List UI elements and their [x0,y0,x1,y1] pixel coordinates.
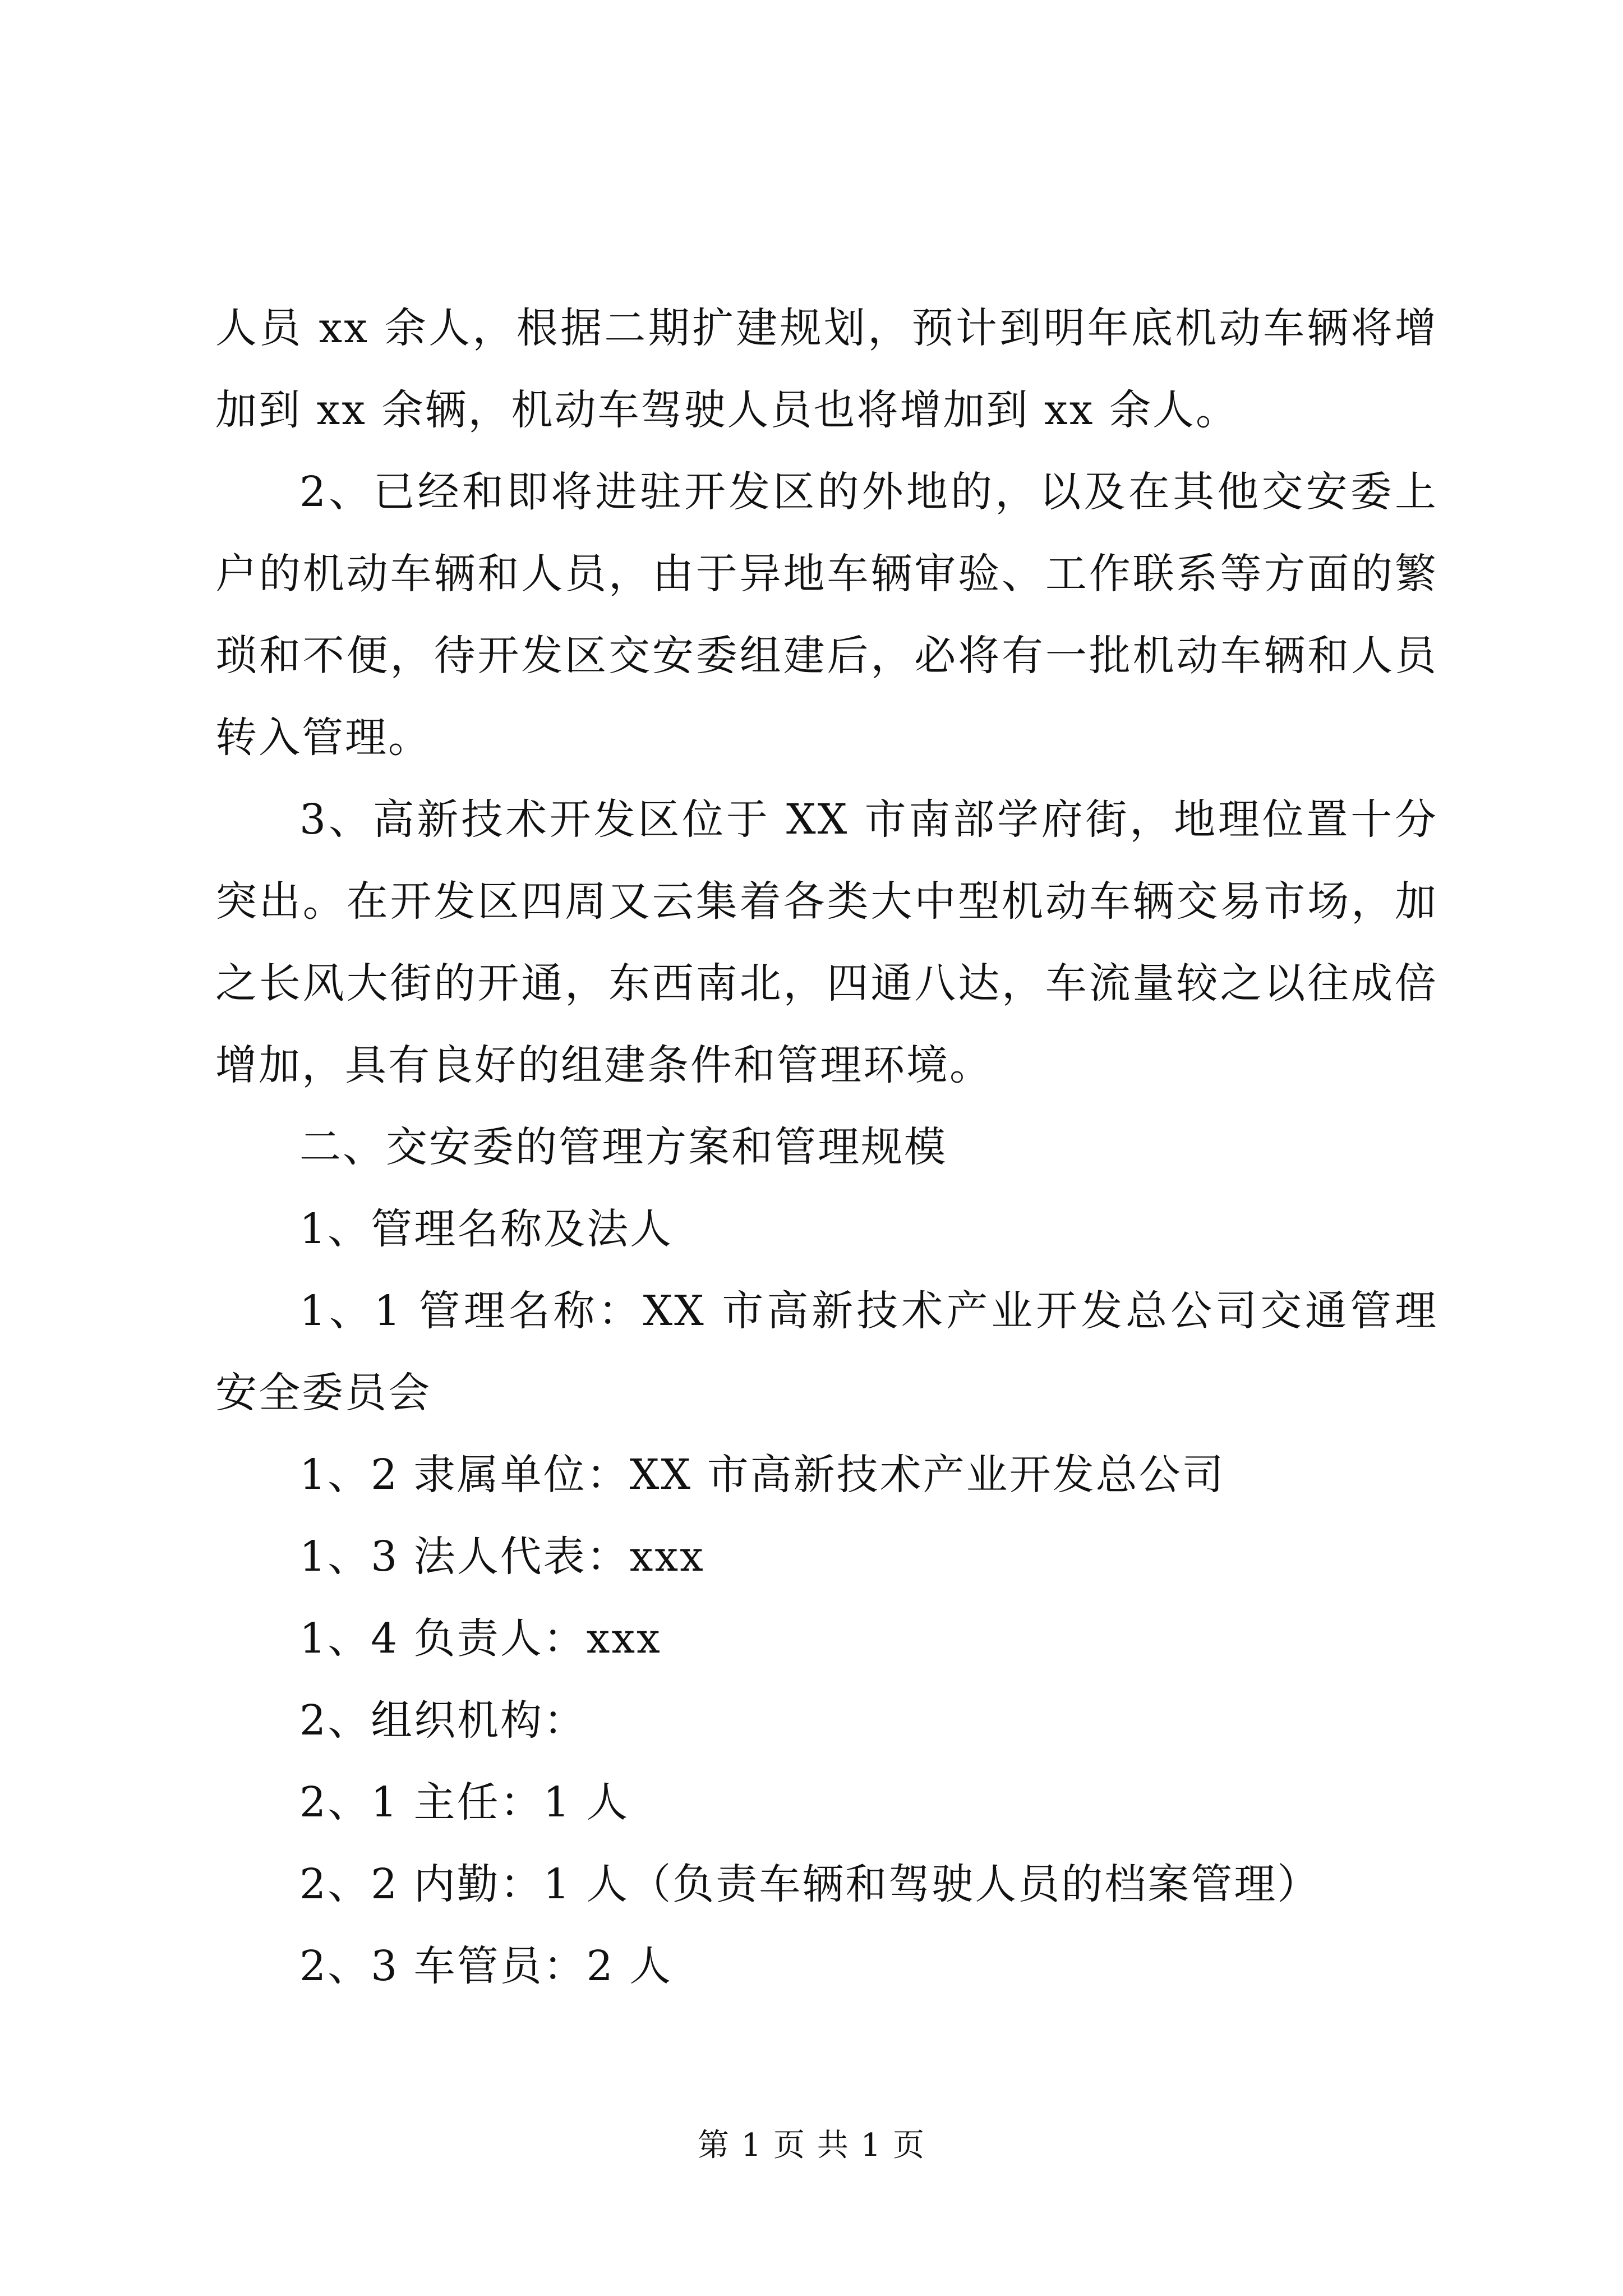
list-item-2-2: 2、2 内勤：1 人（负责车辆和驾驶人员的档案管理） [299,1860,1321,1908]
paragraph-continuation: 人员 xx 余人，根据二期扩建规划，预计到明年底机动车辆将增加到 xx 余辆，机动车驾驶人员也将增加到 xx 余人。 [215,304,1438,434]
paragraph-item-3: 3、高新技术开发区位于 XX 市南部学府街，地理位置十分突出。在开发区四周又云集着各类大中型机动车辆交易市场，加之长风大街的开通，东西南北，四通八达，车流量较之以往成倍增加，具有良好的组建条件和管理环境。 [215,795,1438,1089]
document-body [215,287,1438,2007]
list-item-1-1: 1、1 管理名称：XX 市高新技术产业开发总公司交通管理安全委员会 [215,1287,1438,1417]
subsection-heading-1: 1、管理名称及法人 [299,1205,674,1253]
subsection-heading-2: 2、组织机构： [299,1696,587,1745]
list-item-2-3: 2、3 车管员：2 人 [299,1942,673,1990]
section-heading: 二、交安委的管理方案和管理规模 [299,1123,947,1171]
list-item-1-3: 1、3 法人代表：xxx [299,1533,705,1581]
list-item-1-2: 1、2 隶属单位：XX 市高新技术产业开发总公司 [299,1451,1225,1499]
list-item-1-4: 1、4 负责人：xxx [299,1614,662,1663]
paragraph-item-2: 2、已经和即将进驻开发区的外地的，以及在其他交安委上户的机动车辆和人员，由于异地车辆审验、工作联系等方面的繁琐和不便，待开发区交安委组建后，必将有一批机动车辆和人员转入管理。 [215,468,1438,762]
page-footer: 第 1 页 共 1 页 [697,2127,926,2164]
list-item-2-1: 2、1 主任：1 人 [299,1778,630,1826]
